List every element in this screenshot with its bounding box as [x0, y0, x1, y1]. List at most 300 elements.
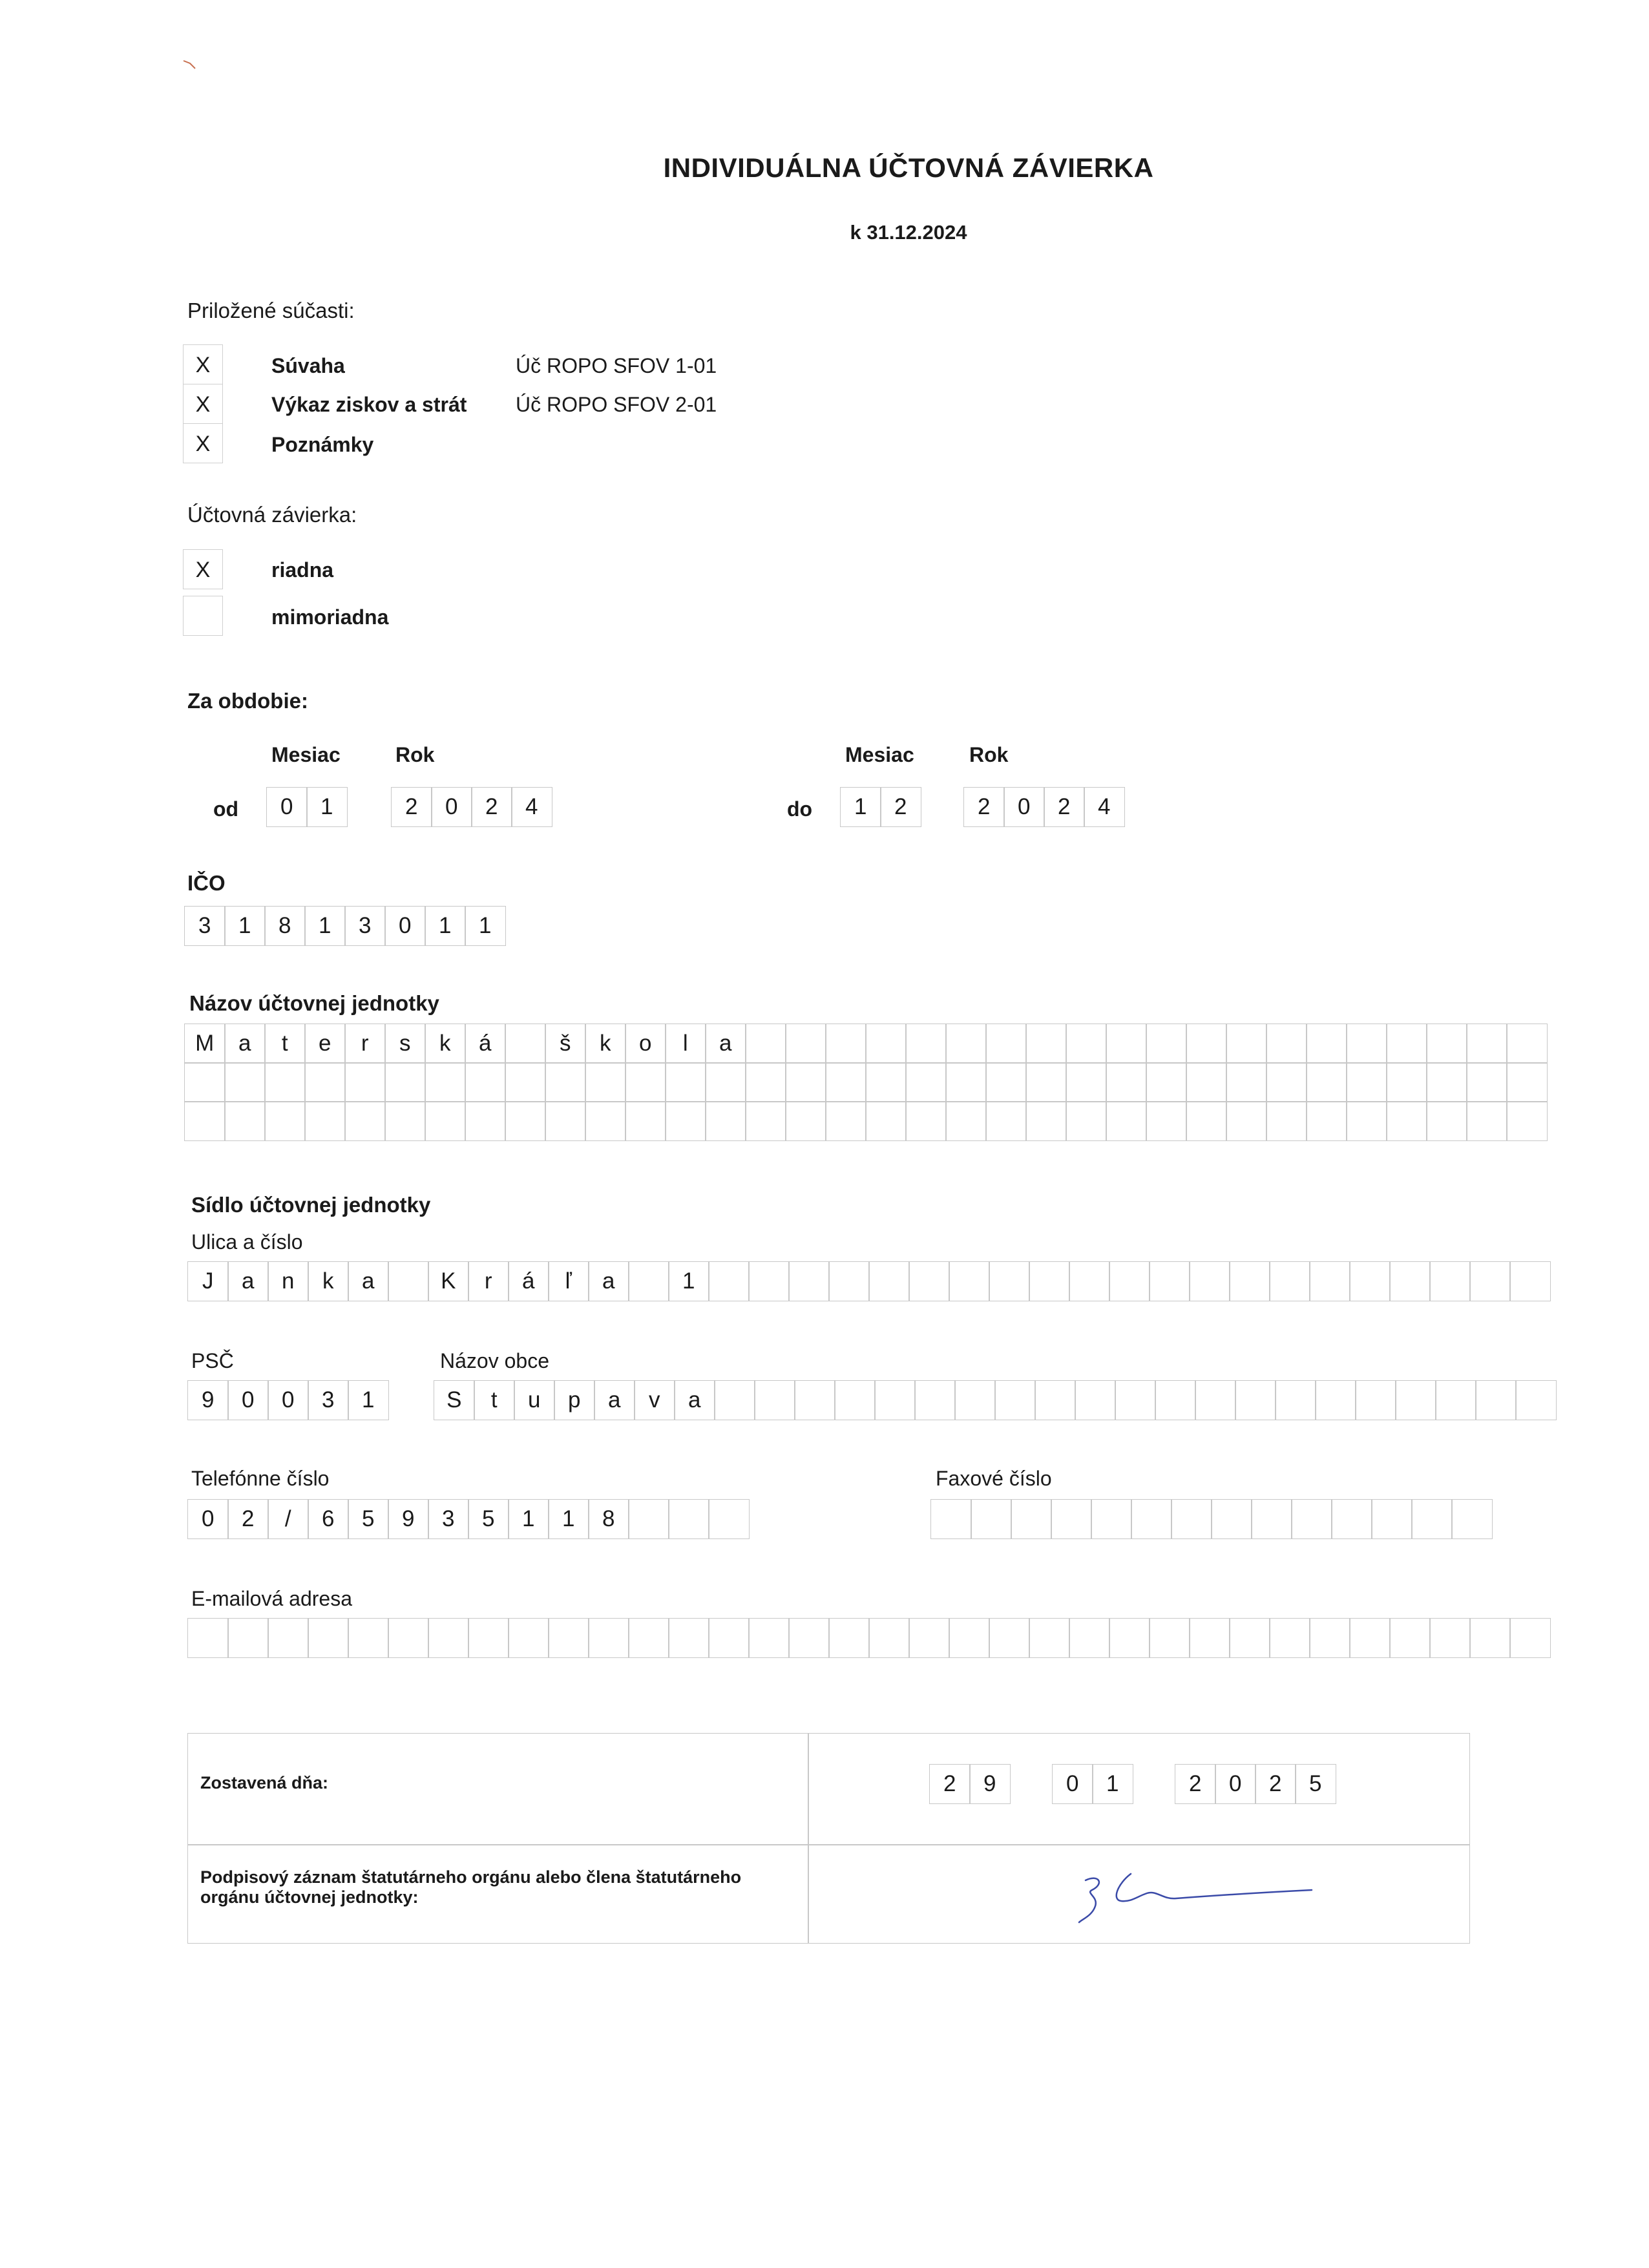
char-cell[interactable]: [945, 1062, 987, 1102]
char-cell[interactable]: 8: [264, 906, 306, 946]
char-cell[interactable]: [865, 1024, 907, 1064]
char-cell[interactable]: [828, 1618, 870, 1658]
char-cell[interactable]: [1131, 1499, 1172, 1539]
char-cell[interactable]: [909, 1618, 950, 1658]
char-cell[interactable]: [745, 1062, 786, 1102]
char-cell[interactable]: [505, 1062, 546, 1102]
period-to-month[interactable]: [840, 787, 921, 827]
period-from-year[interactable]: [391, 787, 552, 827]
char-cell[interactable]: [1171, 1499, 1212, 1539]
char-cell[interactable]: a: [594, 1380, 635, 1420]
char-cell[interactable]: [465, 1062, 506, 1102]
char-cell[interactable]: [834, 1380, 876, 1420]
char-cell[interactable]: [1106, 1101, 1147, 1141]
char-cell[interactable]: [665, 1062, 706, 1102]
char-cell[interactable]: á: [508, 1261, 549, 1301]
char-cell[interactable]: [264, 1101, 306, 1141]
char-cell[interactable]: a: [674, 1380, 715, 1420]
char-cell[interactable]: [425, 1062, 466, 1102]
char-cell[interactable]: [1149, 1261, 1190, 1301]
char-cell[interactable]: [384, 1101, 426, 1141]
char-cell[interactable]: [1515, 1380, 1557, 1420]
char-cell[interactable]: [344, 1062, 386, 1102]
entity-name-row-2[interactable]: [184, 1062, 1548, 1102]
char-cell[interactable]: [665, 1101, 706, 1141]
char-cell[interactable]: [1146, 1062, 1187, 1102]
compiled-day[interactable]: [929, 1764, 1011, 1804]
char-cell[interactable]: [1426, 1062, 1467, 1102]
char-cell[interactable]: [425, 1101, 466, 1141]
char-cell[interactable]: [1386, 1024, 1427, 1064]
char-cell[interactable]: [1349, 1261, 1391, 1301]
char-cell[interactable]: [945, 1024, 987, 1064]
char-cell[interactable]: [949, 1261, 990, 1301]
char-cell[interactable]: [1211, 1499, 1252, 1539]
char-cell[interactable]: á: [465, 1024, 506, 1064]
char-cell[interactable]: [308, 1618, 349, 1658]
char-cell[interactable]: 2: [227, 1499, 269, 1539]
char-cell[interactable]: [754, 1380, 795, 1420]
char-cell[interactable]: [184, 1101, 226, 1141]
statement-check-regular[interactable]: X: [183, 549, 223, 589]
char-cell[interactable]: [224, 1101, 266, 1141]
char-cell[interactable]: 3: [428, 1499, 469, 1539]
char-cell[interactable]: [1226, 1062, 1267, 1102]
digit-cell[interactable]: 2: [471, 787, 512, 827]
char-cell[interactable]: [1075, 1380, 1116, 1420]
char-cell[interactable]: [1451, 1499, 1493, 1539]
digit-cell[interactable]: 0: [266, 787, 308, 827]
char-cell[interactable]: [985, 1062, 1027, 1102]
char-cell[interactable]: [1331, 1499, 1372, 1539]
char-cell[interactable]: [1251, 1499, 1292, 1539]
char-cell[interactable]: [828, 1261, 870, 1301]
char-cell[interactable]: [1466, 1101, 1507, 1141]
char-cell[interactable]: [1186, 1024, 1227, 1064]
char-cell[interactable]: [1269, 1261, 1310, 1301]
char-cell[interactable]: [868, 1618, 910, 1658]
digit-cell[interactable]: 2: [1044, 787, 1085, 827]
char-cell[interactable]: [1386, 1062, 1427, 1102]
char-cell[interactable]: [304, 1062, 346, 1102]
char-cell[interactable]: [985, 1101, 1027, 1141]
char-cell[interactable]: [785, 1024, 826, 1064]
char-cell[interactable]: [388, 1261, 429, 1301]
char-cell[interactable]: [1389, 1618, 1431, 1658]
char-cell[interactable]: [1189, 1618, 1230, 1658]
char-cell[interactable]: [628, 1499, 669, 1539]
char-cell[interactable]: [1309, 1261, 1350, 1301]
char-cell[interactable]: [708, 1618, 750, 1658]
char-cell[interactable]: s: [384, 1024, 426, 1064]
char-cell[interactable]: [1146, 1024, 1187, 1064]
digit-cell[interactable]: 1: [1092, 1764, 1133, 1804]
char-cell[interactable]: [1509, 1618, 1551, 1658]
char-cell[interactable]: M: [184, 1024, 226, 1064]
char-cell[interactable]: [989, 1261, 1030, 1301]
char-cell[interactable]: [1189, 1261, 1230, 1301]
char-cell[interactable]: [1029, 1261, 1070, 1301]
char-cell[interactable]: [1011, 1499, 1052, 1539]
char-cell[interactable]: [628, 1618, 669, 1658]
char-cell[interactable]: [708, 1499, 750, 1539]
char-cell[interactable]: 5: [468, 1499, 509, 1539]
char-cell[interactable]: [505, 1024, 546, 1064]
char-cell[interactable]: 1: [508, 1499, 549, 1539]
char-cell[interactable]: [954, 1380, 996, 1420]
char-cell[interactable]: 0: [227, 1380, 269, 1420]
char-cell[interactable]: [788, 1618, 830, 1658]
signature-image: [1060, 1861, 1318, 1932]
period-to-month-label: Mesiac: [845, 743, 914, 766]
char-cell[interactable]: 1: [668, 1261, 709, 1301]
char-cell[interactable]: 3: [344, 906, 386, 946]
char-cell[interactable]: [625, 1101, 666, 1141]
digit-cell[interactable]: 1: [840, 787, 881, 827]
char-cell[interactable]: 0: [384, 906, 426, 946]
char-cell[interactable]: a: [588, 1261, 629, 1301]
digit-cell[interactable]: 0: [431, 787, 472, 827]
char-cell[interactable]: [825, 1101, 867, 1141]
char-cell[interactable]: [1506, 1101, 1548, 1141]
char-cell[interactable]: [1115, 1380, 1156, 1420]
char-cell[interactable]: [748, 1618, 790, 1658]
digit-cell[interactable]: 2: [929, 1764, 971, 1804]
char-cell[interactable]: [545, 1101, 586, 1141]
char-cell[interactable]: [1155, 1380, 1196, 1420]
char-cell[interactable]: K: [428, 1261, 469, 1301]
char-cell[interactable]: [785, 1062, 826, 1102]
digit-cell[interactable]: 2: [1175, 1764, 1216, 1804]
char-cell[interactable]: [468, 1618, 509, 1658]
char-cell[interactable]: [868, 1261, 910, 1301]
char-cell[interactable]: [865, 1062, 907, 1102]
char-cell[interactable]: [825, 1024, 867, 1064]
char-cell[interactable]: [227, 1618, 269, 1658]
char-cell[interactable]: [585, 1062, 626, 1102]
char-cell[interactable]: [1066, 1101, 1107, 1141]
char-cell[interactable]: [1226, 1024, 1267, 1064]
attached-code-profit-loss: Úč ROPO SFOV 2-01: [516, 393, 717, 416]
char-cell[interactable]: [264, 1062, 306, 1102]
char-cell[interactable]: [668, 1618, 709, 1658]
char-cell[interactable]: [1469, 1261, 1511, 1301]
phone-label: Telefónne číslo: [191, 1467, 330, 1490]
char-cell[interactable]: [1109, 1618, 1150, 1658]
char-cell[interactable]: [1229, 1261, 1270, 1301]
char-cell[interactable]: [268, 1618, 309, 1658]
char-cell[interactable]: [1395, 1380, 1436, 1420]
char-cell[interactable]: [1475, 1380, 1517, 1420]
digit-cell[interactable]: 1: [306, 787, 348, 827]
char-cell[interactable]: [994, 1380, 1036, 1420]
char-cell[interactable]: t: [474, 1380, 515, 1420]
char-cell[interactable]: o: [625, 1024, 666, 1064]
char-cell[interactable]: 3: [184, 906, 226, 946]
char-cell[interactable]: [905, 1062, 947, 1102]
char-cell[interactable]: 8: [588, 1499, 629, 1539]
char-cell[interactable]: [1226, 1101, 1267, 1141]
char-cell[interactable]: 0: [268, 1380, 309, 1420]
psc-field[interactable]: [187, 1380, 389, 1420]
char-cell[interactable]: [1025, 1101, 1067, 1141]
psc-label: PSČ: [191, 1349, 234, 1372]
char-cell[interactable]: k: [425, 1024, 466, 1064]
char-cell[interactable]: [1346, 1062, 1387, 1102]
char-cell[interactable]: [1029, 1618, 1070, 1658]
char-cell[interactable]: /: [268, 1499, 309, 1539]
char-cell[interactable]: [1106, 1062, 1147, 1102]
document-date: k 31.12.2024: [850, 221, 967, 244]
char-cell[interactable]: 1: [465, 906, 506, 946]
char-cell[interactable]: v: [634, 1380, 675, 1420]
char-cell[interactable]: u: [514, 1380, 555, 1420]
char-cell[interactable]: [905, 1101, 947, 1141]
char-cell[interactable]: [989, 1618, 1030, 1658]
char-cell[interactable]: a: [224, 1024, 266, 1064]
char-cell[interactable]: 1: [548, 1499, 589, 1539]
char-cell[interactable]: [545, 1062, 586, 1102]
char-cell[interactable]: [1195, 1380, 1236, 1420]
char-cell[interactable]: 9: [187, 1380, 229, 1420]
char-cell[interactable]: [388, 1618, 429, 1658]
char-cell[interactable]: [1306, 1101, 1347, 1141]
compiled-year[interactable]: [1175, 1764, 1336, 1804]
char-cell[interactable]: [1509, 1261, 1551, 1301]
char-cell[interactable]: [788, 1261, 830, 1301]
char-cell[interactable]: [748, 1261, 790, 1301]
char-cell[interactable]: [1069, 1261, 1110, 1301]
char-cell[interactable]: [508, 1618, 549, 1658]
seat-heading: Sídlo účtovnej jednotky: [191, 1193, 431, 1217]
char-cell[interactable]: 6: [308, 1499, 349, 1539]
char-cell[interactable]: [1435, 1380, 1476, 1420]
char-cell[interactable]: [714, 1380, 755, 1420]
char-cell[interactable]: [1025, 1024, 1067, 1064]
char-cell[interactable]: [1109, 1261, 1150, 1301]
char-cell[interactable]: [1466, 1062, 1507, 1102]
char-cell[interactable]: [1429, 1261, 1471, 1301]
statement-check-extraordinary[interactable]: [183, 596, 223, 636]
char-cell[interactable]: [1389, 1261, 1431, 1301]
fax-field[interactable]: [930, 1499, 1493, 1539]
char-cell[interactable]: [1025, 1062, 1067, 1102]
char-cell[interactable]: [1429, 1618, 1471, 1658]
char-cell[interactable]: r: [344, 1024, 386, 1064]
period-from-month[interactable]: [266, 787, 348, 827]
char-cell[interactable]: [668, 1499, 709, 1539]
char-cell[interactable]: l: [665, 1024, 706, 1064]
char-cell[interactable]: [1506, 1062, 1548, 1102]
digit-cell[interactable]: 4: [1084, 787, 1125, 827]
char-cell[interactable]: [985, 1024, 1027, 1064]
char-cell[interactable]: [930, 1499, 972, 1539]
entity-name-row-3[interactable]: [184, 1101, 1548, 1141]
char-cell[interactable]: 1: [224, 906, 266, 946]
char-cell[interactable]: 1: [348, 1380, 389, 1420]
char-cell[interactable]: [1306, 1024, 1347, 1064]
char-cell[interactable]: n: [268, 1261, 309, 1301]
char-cell[interactable]: [428, 1618, 469, 1658]
char-cell[interactable]: 1: [304, 906, 346, 946]
char-cell[interactable]: [1346, 1101, 1387, 1141]
ico-field[interactable]: [184, 906, 506, 946]
char-cell[interactable]: [1146, 1101, 1187, 1141]
char-cell[interactable]: [1275, 1380, 1316, 1420]
char-cell[interactable]: [1186, 1101, 1227, 1141]
char-cell[interactable]: [945, 1101, 987, 1141]
char-cell[interactable]: [1426, 1101, 1467, 1141]
char-cell[interactable]: [548, 1618, 589, 1658]
char-cell[interactable]: 5: [348, 1499, 389, 1539]
digit-cell[interactable]: 0: [1003, 787, 1045, 827]
char-cell[interactable]: a: [705, 1024, 746, 1064]
char-cell[interactable]: [745, 1101, 786, 1141]
digit-cell[interactable]: 2: [963, 787, 1005, 827]
digit-cell[interactable]: 2: [1255, 1764, 1296, 1804]
city-field[interactable]: [434, 1380, 1557, 1420]
char-cell[interactable]: [1066, 1062, 1107, 1102]
attached-check-notes[interactable]: X: [183, 423, 223, 463]
char-cell[interactable]: [1149, 1618, 1190, 1658]
street-field[interactable]: [187, 1261, 1551, 1301]
phone-field[interactable]: [187, 1499, 750, 1539]
digit-cell[interactable]: 2: [391, 787, 432, 827]
digit-cell[interactable]: 9: [969, 1764, 1011, 1804]
char-cell[interactable]: š: [545, 1024, 586, 1064]
char-cell[interactable]: 1: [425, 906, 466, 946]
digit-cell[interactable]: 0: [1215, 1764, 1256, 1804]
char-cell[interactable]: 3: [308, 1380, 349, 1420]
char-cell[interactable]: [1411, 1499, 1453, 1539]
char-cell[interactable]: [1106, 1024, 1147, 1064]
statement-type-heading: Účtovná závierka:: [187, 503, 357, 527]
char-cell[interactable]: [348, 1618, 389, 1658]
char-cell[interactable]: [224, 1062, 266, 1102]
char-cell[interactable]: [1235, 1380, 1276, 1420]
char-cell[interactable]: e: [304, 1024, 346, 1064]
char-cell[interactable]: [785, 1101, 826, 1141]
attached-check-profit-loss[interactable]: X: [183, 384, 223, 424]
footer-table-divider: [187, 1844, 1470, 1845]
char-cell[interactable]: k: [308, 1261, 349, 1301]
digit-cell[interactable]: 4: [511, 787, 552, 827]
char-cell[interactable]: [1266, 1062, 1307, 1102]
char-cell[interactable]: [184, 1062, 226, 1102]
char-cell[interactable]: t: [264, 1024, 306, 1064]
char-cell[interactable]: [1466, 1024, 1507, 1064]
char-cell[interactable]: [505, 1101, 546, 1141]
char-cell[interactable]: [588, 1618, 629, 1658]
char-cell[interactable]: [705, 1062, 746, 1102]
digit-cell[interactable]: 5: [1295, 1764, 1336, 1804]
char-cell[interactable]: [1035, 1380, 1076, 1420]
ico-heading: IČO: [187, 871, 226, 895]
char-cell[interactable]: [344, 1101, 386, 1141]
char-cell[interactable]: [1269, 1618, 1310, 1658]
char-cell[interactable]: [1315, 1380, 1356, 1420]
signature-label: Podpisový záznam štatutárneho orgánu alebo člena štatutárneho orgánu účtovnej jednotky:: [200, 1867, 742, 1907]
compiled-label: Zostavená dňa:: [200, 1773, 329, 1792]
char-cell[interactable]: J: [187, 1261, 229, 1301]
char-cell[interactable]: [1229, 1618, 1270, 1658]
char-cell[interactable]: p: [554, 1380, 595, 1420]
corner-pen-mark: [182, 58, 198, 71]
char-cell[interactable]: [628, 1261, 669, 1301]
char-cell[interactable]: [1371, 1499, 1413, 1539]
char-cell[interactable]: [1266, 1101, 1307, 1141]
char-cell[interactable]: 0: [187, 1499, 229, 1539]
char-cell[interactable]: [874, 1380, 916, 1420]
char-cell[interactable]: k: [585, 1024, 626, 1064]
period-to-year[interactable]: [963, 787, 1125, 827]
char-cell[interactable]: [1386, 1101, 1427, 1141]
char-cell[interactable]: [304, 1101, 346, 1141]
attached-heading: Priložené súčasti:: [187, 299, 355, 322]
char-cell[interactable]: [1346, 1024, 1387, 1064]
char-cell[interactable]: S: [434, 1380, 475, 1420]
char-cell[interactable]: [708, 1261, 750, 1301]
char-cell[interactable]: [1291, 1499, 1332, 1539]
period-to-label: do: [787, 797, 813, 821]
char-cell[interactable]: [1266, 1024, 1307, 1064]
char-cell[interactable]: a: [227, 1261, 269, 1301]
char-cell[interactable]: [705, 1101, 746, 1141]
char-cell[interactable]: r: [468, 1261, 509, 1301]
char-cell[interactable]: [949, 1618, 990, 1658]
char-cell[interactable]: [794, 1380, 835, 1420]
char-cell[interactable]: [187, 1618, 229, 1658]
char-cell[interactable]: [1469, 1618, 1511, 1658]
email-label: E-mailová adresa: [191, 1587, 352, 1610]
char-cell[interactable]: [909, 1261, 950, 1301]
char-cell[interactable]: [905, 1024, 947, 1064]
char-cell[interactable]: [1066, 1024, 1107, 1064]
char-cell[interactable]: [1426, 1024, 1467, 1064]
statement-label-regular: riadna: [271, 558, 334, 582]
char-cell[interactable]: [1186, 1062, 1227, 1102]
char-cell[interactable]: [384, 1062, 426, 1102]
char-cell[interactable]: [1355, 1380, 1396, 1420]
digit-cell[interactable]: 2: [880, 787, 921, 827]
char-cell[interactable]: [1069, 1618, 1110, 1658]
email-field[interactable]: [187, 1618, 1551, 1658]
char-cell[interactable]: [825, 1062, 867, 1102]
footer-table-divider: [808, 1733, 809, 1944]
char-cell[interactable]: [865, 1101, 907, 1141]
period-from-label: od: [213, 797, 239, 821]
char-cell[interactable]: [1051, 1499, 1092, 1539]
char-cell[interactable]: [914, 1380, 956, 1420]
digit-cell[interactable]: 0: [1052, 1764, 1093, 1804]
char-cell[interactable]: 9: [388, 1499, 429, 1539]
char-cell[interactable]: [625, 1062, 666, 1102]
char-cell[interactable]: [971, 1499, 1012, 1539]
char-cell[interactable]: [465, 1101, 506, 1141]
attached-check-balance[interactable]: X: [183, 344, 223, 384]
char-cell[interactable]: [1091, 1499, 1132, 1539]
compiled-month[interactable]: [1052, 1764, 1133, 1804]
char-cell[interactable]: [1306, 1062, 1347, 1102]
char-cell[interactable]: [1309, 1618, 1350, 1658]
char-cell[interactable]: [745, 1024, 786, 1064]
char-cell[interactable]: [1349, 1618, 1391, 1658]
char-cell[interactable]: ľ: [548, 1261, 589, 1301]
entity-name-row-1[interactable]: [184, 1024, 1548, 1064]
char-cell[interactable]: [585, 1101, 626, 1141]
char-cell[interactable]: a: [348, 1261, 389, 1301]
char-cell[interactable]: [1506, 1024, 1548, 1064]
